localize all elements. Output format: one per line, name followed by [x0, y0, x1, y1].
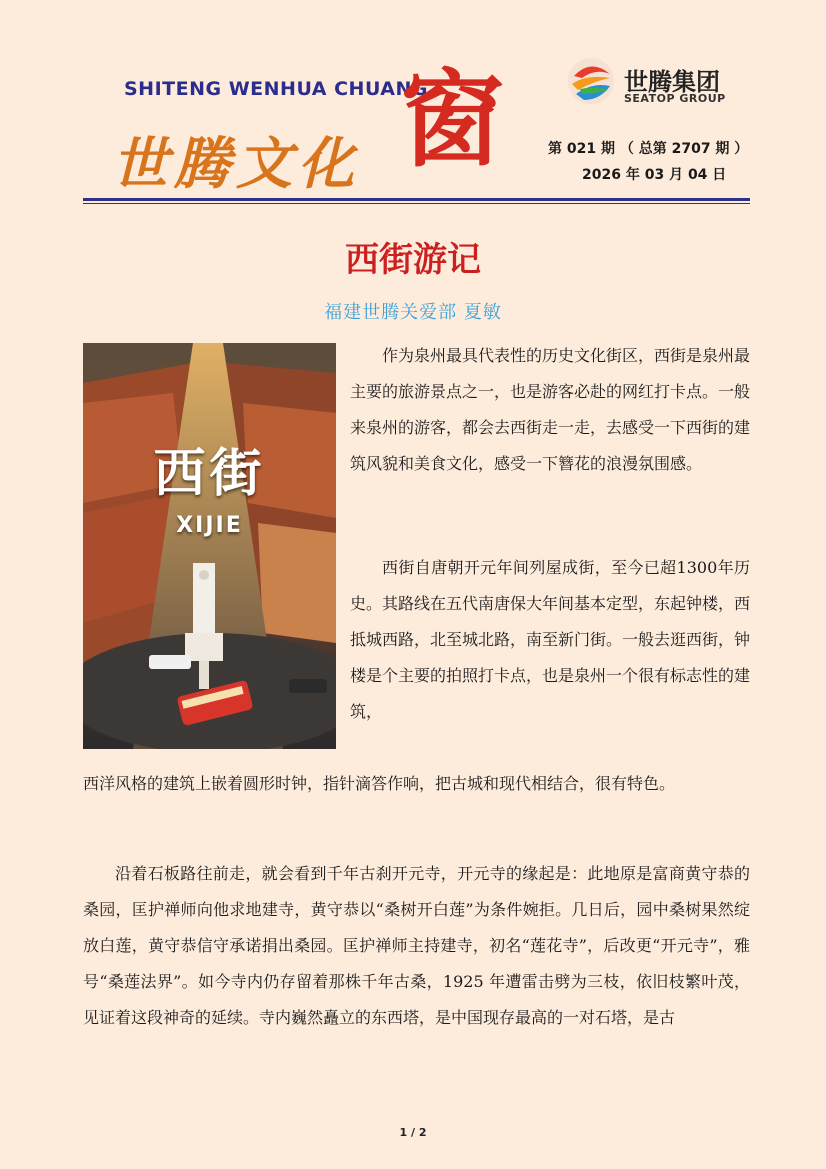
- masthead-chinese-title: 世腾文化: [112, 131, 360, 197]
- photo-caption-title: 西街: [153, 443, 266, 504]
- seatop-logo-icon: [566, 56, 616, 106]
- masthead-roman-title: SHITENG WENHUA CHUANG: [124, 78, 428, 100]
- page-number: 1 / 2: [399, 1126, 427, 1139]
- company-logo-chinese: 世腾集团: [624, 68, 720, 96]
- photo-caption-subtitle: XIJIE: [176, 513, 243, 538]
- street-scene-illustration: [83, 343, 336, 749]
- article-photo: [83, 343, 336, 749]
- issue-number: 第 021 期 （ 总第 2707 期 ）: [548, 141, 749, 157]
- paragraph-kaiyuan-temple: 沿着石板路往前走，就会看到千年古刹开元寺，开元寺的缘起是：此地原是富商黄守恭的桑园，匡护禅师向他求地建寺，黄守恭以“桑树开白莲”为条件婉拒。几日后，园中桑树果然绽放白莲，黄守恭信守承诺捐出桑园。匡护禅师主持建寺，初名“莲花寺”，后改更“开元寺”，雅号“桑莲法界”。如今寺内仍存留着那株千年古桑，1925 年遭雷击劈为三枝，依旧枝繁叶茂，见证着这段神奇的延续。寺内巍然矗立的东西塔，是中国现存最高的一对石塔，是古: [83, 864, 750, 1027]
- issue-date: 2026 年 03 月 04 日: [582, 167, 727, 183]
- paragraph-intro: 作为泉州最具代表性的历史文化街区，西街是泉州最主要的旅游景点之一，也是游客必赴的网红打卡点。一般来泉州的游客，都会去西街走一走，去感受一下西街的建筑风貌和美食文化，感受一下簪花的浪漫氛围感。: [350, 346, 751, 473]
- paragraph-history-continued: 西洋风格的建筑上嵌着圆形时钟，指针滴答作响，把古城和现代相结合，很有特色。: [83, 774, 676, 793]
- paragraph-history: 西街自唐朝开元年间列屋成街，至今已超1300年历史。其路线在五代南唐保大年间基本定型，东起钟楼，西抵城西路，北至城北路，南至新门街。一般去逛西街，钟楼是个主要的拍照打卡点，也是泉州一个很有标志性的建筑，: [350, 558, 751, 721]
- masthead-window-character: 窗: [400, 58, 505, 181]
- article-title: 西街游记: [345, 240, 481, 280]
- header-divider-thin: [83, 203, 750, 204]
- article-byline: 福建世腾关爱部 夏敏: [324, 302, 502, 323]
- company-logo-english: SEATOP GROUP: [624, 92, 726, 105]
- header-divider: [83, 198, 750, 201]
